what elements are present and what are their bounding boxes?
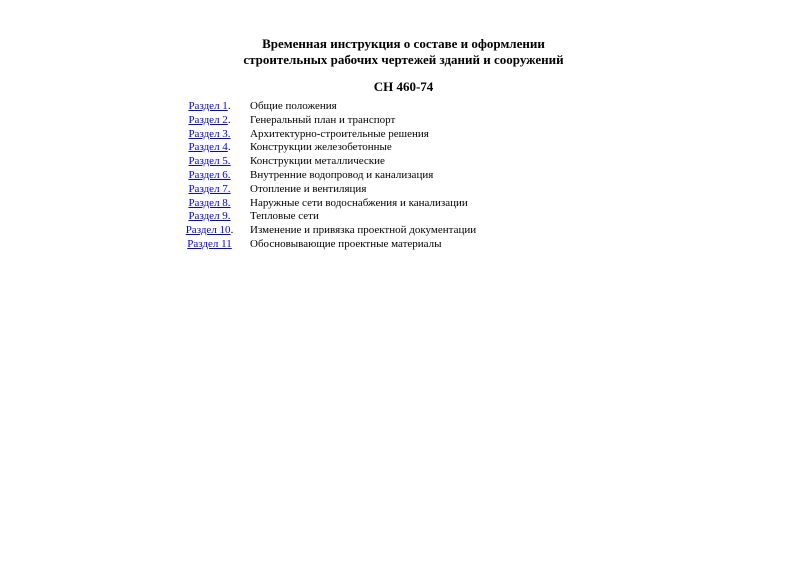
document-code: СН 460-74 xyxy=(373,79,434,94)
toc-row xyxy=(178,141,578,155)
toc-row xyxy=(178,114,578,128)
toc-link-cell xyxy=(178,114,241,128)
section-link-punctuation: . xyxy=(230,224,234,237)
toc-link-cell xyxy=(178,183,241,197)
section-link[interactable]: Раздел 2 xyxy=(188,113,228,126)
toc-row xyxy=(178,210,578,224)
toc-link-cell xyxy=(178,224,241,238)
toc-row xyxy=(178,238,578,252)
section-link-punctuation: . xyxy=(227,141,231,154)
toc-row xyxy=(178,100,578,114)
section-title: Наружные сети водоснабжения и канализации xyxy=(250,196,468,209)
section-title: Тепловые сети xyxy=(250,210,319,223)
section-title: Общие положения xyxy=(250,100,337,112)
section-title: Внутренние водопровод и канализация xyxy=(250,168,434,181)
section-link[interactable]: Раздел 4 xyxy=(188,141,228,154)
section-link[interactable]: Раздел 1 xyxy=(188,100,228,112)
section-link[interactable]: Раздел 10 xyxy=(185,224,231,237)
toc-link-cell xyxy=(178,128,241,142)
toc-row xyxy=(178,197,578,211)
toc-row xyxy=(178,224,578,238)
section-title: Архитектурно-строительные решения xyxy=(250,127,429,140)
toc-link-cell xyxy=(178,100,241,114)
section-link[interactable]: Раздел 5. xyxy=(188,155,231,168)
section-link[interactable]: Раздел 3. xyxy=(188,127,231,140)
document-title-line-2: строительных рабочих чертежей зданий и сооружений xyxy=(243,52,564,67)
section-title: Изменение и привязка проектной документации xyxy=(250,224,477,237)
section-title: Конструкции железобетонные xyxy=(250,141,392,154)
section-link-punctuation: . xyxy=(227,100,231,112)
toc-link-cell xyxy=(178,155,241,169)
section-link[interactable]: Раздел 6. xyxy=(188,168,231,181)
toc-link-cell xyxy=(178,238,241,252)
toc-link-cell xyxy=(178,169,241,183)
section-link-punctuation: . xyxy=(227,113,231,126)
section-title: Отопление и вентиляция xyxy=(250,182,367,195)
section-link[interactable]: Раздел 9. xyxy=(188,210,231,223)
toc-row xyxy=(178,183,578,197)
section-title: Обосновывающие проектные материалы xyxy=(250,237,442,250)
section-link[interactable]: Раздел 11 xyxy=(187,237,232,250)
section-link[interactable]: Раздел 7. xyxy=(188,182,231,195)
toc-link-cell xyxy=(178,210,241,224)
section-title: Конструкции металлические xyxy=(250,155,385,168)
section-link[interactable]: Раздел 8. xyxy=(188,196,231,209)
document-title-line-1: Временная инструкция о составе и оформлении xyxy=(262,36,545,51)
document-title xyxy=(0,36,807,68)
toc-row xyxy=(178,169,578,183)
table-of-contents xyxy=(178,100,578,252)
toc-row xyxy=(178,128,578,142)
toc-row xyxy=(178,155,578,169)
section-title: Генеральный план и транспорт xyxy=(250,113,396,126)
toc-link-cell xyxy=(178,141,241,155)
toc-link-cell xyxy=(178,197,241,211)
